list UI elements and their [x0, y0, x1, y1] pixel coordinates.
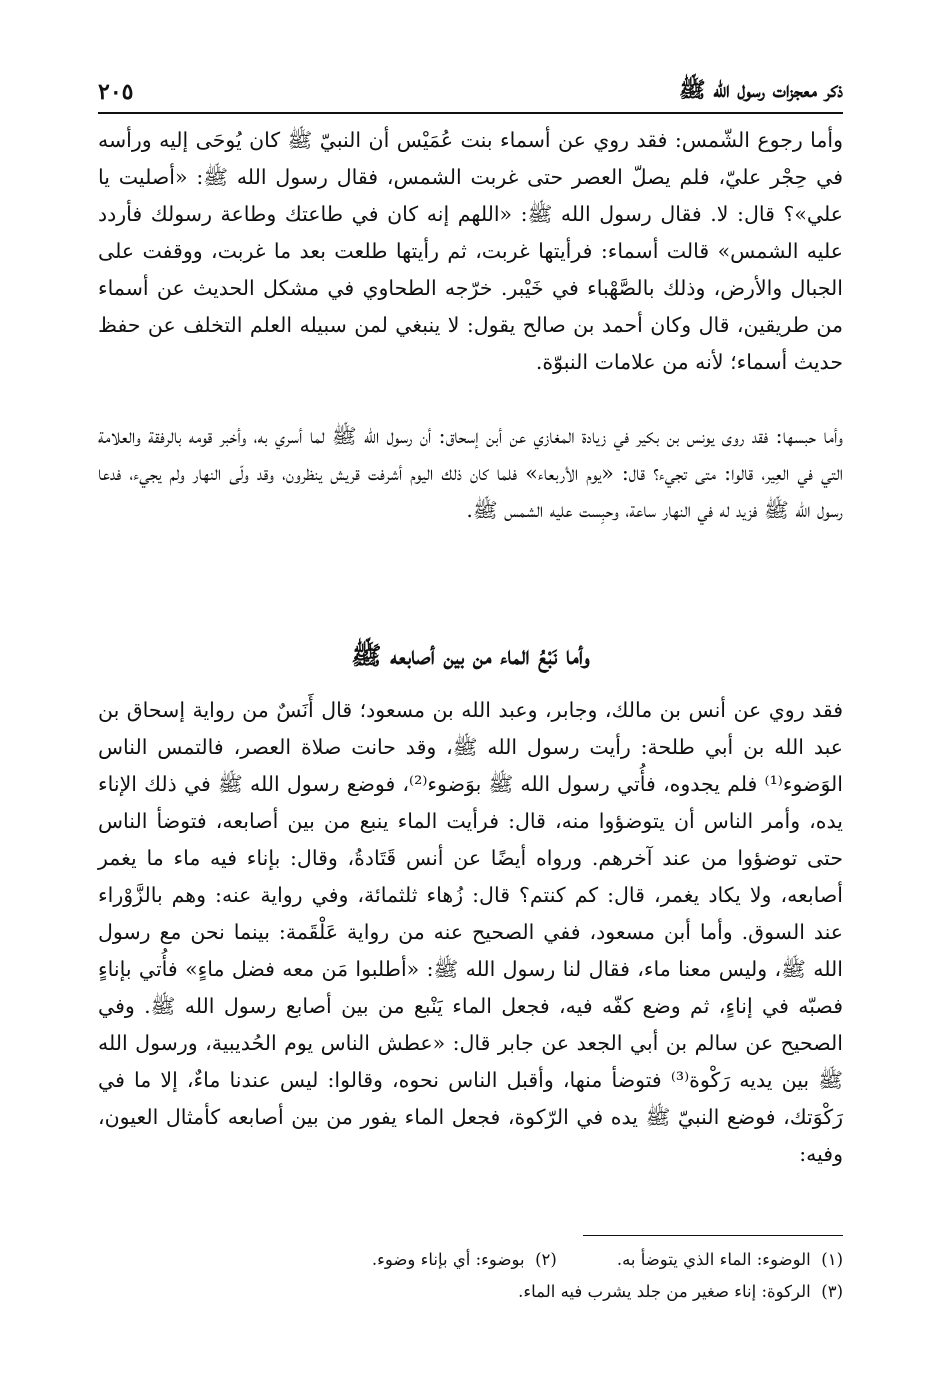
- paragraph-sun-halt: وأما حبسها: فقد روى يونس بن بكير في زيادة المغازي عن أبن إسحاق: أن رسول الله ﷺ لما أسري به، وأخبر قومه بالرفقة والعلامة التي في العِير، قالوا: متى تجيء؟ قال: «يوم الأربعاء» فلما كان ذلك اليوم أشرفت قريش ينظرون، وقد ولّى النهار ولم يجيء، فدعا رسول الله ﷺ فزيد له في النهار ساعة، وحبِست عليه الشمس ﷺ.: [98, 424, 843, 522]
- footnote-row: [98, 1276, 843, 1308]
- section-heading: وأما نَبْعُ الماء من بين أصابعه ﷺ: [351, 641, 590, 670]
- footnote-divider: [583, 1235, 843, 1236]
- running-header: [98, 72, 843, 112]
- footnotes: [98, 1244, 843, 1308]
- footnote-text: بوضوء: أي بإناء وضوء.: [371, 1250, 525, 1269]
- header-divider: [98, 112, 843, 114]
- footnote-text: الركوة: إناء صغير من جلد يشرب فيه الماء.: [518, 1282, 811, 1301]
- paragraph-water-spring: فقد روي عن أنس بن مالك، وجابر، وعبد الله بن مسعود؛ قال أَنَسٌ من رواية إسحاق بن عبد الله بن أبي طلحة: رأيت رسول الله ﷺ، وقد حانت صلاة العصر، فالتمس الناس الوَضوء⁽¹⁾ فلم يجدوه، فأُتي رسول الله ﷺ بوَضوء⁽²⁾، فوضع رسول الله ﷺ في ذلك الإناء يده، وأمر الناس أن يتوضؤوا منه، قال: فرأيت الماء ينبع من بين أصابعه، فتوضأ الناس حتى توضؤوا من عند آخرهم. ورواه أيضًا عن أنس قَتَادةُ، وقال: بإناء فيه ماء ما يغمر أصابعه، ولا يكاد يغمر، قال: كم كنتم؟ قال: زُهاء ثلثمائة، وفي رواية عنه: وهم بالزَّوْراء عند السوق. وأما أبن مسعود، ففي الصحيح عنه من رواية عَلْقَمة: بينما نحن مع رسول الله ﷺ، وليس معنا ماء، فقال لنا رسول الله ﷺ: «أطلبوا مَن معه فضل ماءٍ» فأُتي بإناءٍ فصبّه في إناءٍ، ثم وضع كفّه فيه، فجعل الماء يَنْبع من بين أصابع رسول الله ﷺ. وفي الصحيح عن سالم بن أبي الجعد عن جابر قال: «عطش الناس يوم الحُديبية، ورسول الله ﷺ بين يديه رَكْوة⁽³⁾ فتوضأ منها، وأقبل الناس نحوه، وقالوا: ليس عندنا ماءٌ، إلا ما في رَكْوَتك، فوضع النبيّ ﷺ يده في الرّكوة، فجعل الماء يفور من بين أصابعه كأمثال العيون، وفيه:: [98, 698, 843, 1166]
- footnote-text: الوضوء: الماء الذي يتوضأ به.: [616, 1250, 811, 1269]
- page-number: ٢٠٥: [98, 79, 134, 105]
- footnote-number: (٣): [821, 1282, 843, 1301]
- footnote-row: [98, 1244, 843, 1276]
- footnote-number: (١): [821, 1250, 843, 1269]
- footnote-number: (٢): [535, 1250, 557, 1269]
- paragraph-sun-return: وأما رجوع الشّمس: فقد روي عن أسماء بنت عُمَيْس أن النبيّ ﷺ كان يُوحَى إليه ورأسه في حِجْر عليّ، فلم يصلّ العصر حتى غربت الشمس، فقال رسول الله ﷺ: «أصليت يا علي»؟ قال: لا. فقال رسول الله ﷺ: «اللهم إنه كان في طاعتك وطاعة رسولك فأردد عليه الشمس» قالت أسماء: فرأيتها غربت، ثم رأيتها طلعت بعد ما غربت، ووقفت على الجبال والأرض، وذلك بالصَّهْباء في خَيْبر. خرّجه الطحاوي في مشكل الحديث عن أسماء من طريقين، قال وكان أحمد بن صالح يقول: لا ينبغي لمن سبيله العلم التخلف عن حفظ حديث أسماء؛ لأنه من علامات النبوّة.: [98, 128, 843, 374]
- chapter-title: ذكر معجزات رسول الله ﷺ: [678, 77, 843, 103]
